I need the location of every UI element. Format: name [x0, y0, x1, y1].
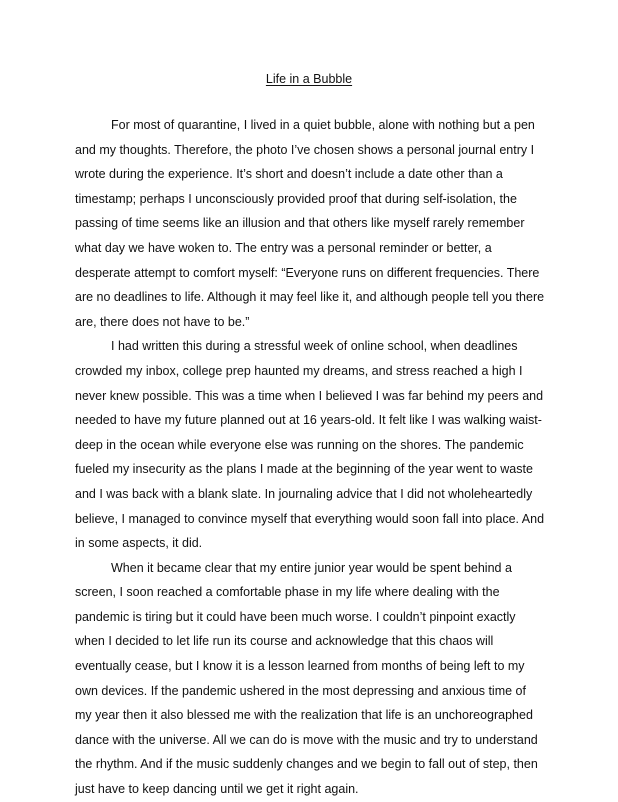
- paragraph-3: When it became clear that my entire junior year would be spent behind a screen, I soon reached a comfortable phase in my life where dealing with the pandemic is tiring but it could have been much worse. I couldn’t pinpoint exactly when I decided to let life run its course and acknowledge that this chaos will eventually cease, but I know it is a lesson learned from months of being left to my own devices. If the pandemic ushered in the most depressing and anxious time of my year then it also blessed me with the realization that life is an unchoreographed dance with the universe. All we can do is move with the music and try to understand the rhythm. And if the music suddenly changes and we begin to fall out of step, then just have to keep dancing until we get it right again.: [75, 560, 538, 797]
- document-body: [75, 113, 545, 802]
- document-title: Life in a Bubble: [265, 72, 353, 86]
- paragraph-2: I had written this during a stressful week of online school, when deadlines crowded my inbox, college prep haunted my dreams, and stress reached a high I never knew possible. This was a time when I believed I was far behind my peers and needed to have my future planned out at 16 years-old. It felt like I was walking waist-deep in the ocean while everyone else was running on the shores. The pandemic fueled my insecurity as the plans I made at the beginning of the year went to waste and I was back with a blank slate. In journaling advice that I did not wholeheartedly believe, I managed to convince myself that everything would soon fall into place. And in some aspects, it did.: [75, 339, 545, 551]
- paragraph-1: For most of quarantine, I lived in a quiet bubble, alone with nothing but a pen and my thoughts. Therefore, the photo I’ve chosen shows a personal journal entry I wrote during the experience. It’s short and doesn’t include a date other than a timestamp; perhaps I unconsciously provided proof that during self-isolation, the passing of time seems like an illusion and that others like myself rarely remember what day we have woken to. The entry was a personal reminder or better, a desperate attempt to comfort myself: “Everyone runs on different frequencies. There are no deadlines to life. Although it may feel like it, and although people tell you there are, there does not have to be.”: [75, 118, 545, 329]
